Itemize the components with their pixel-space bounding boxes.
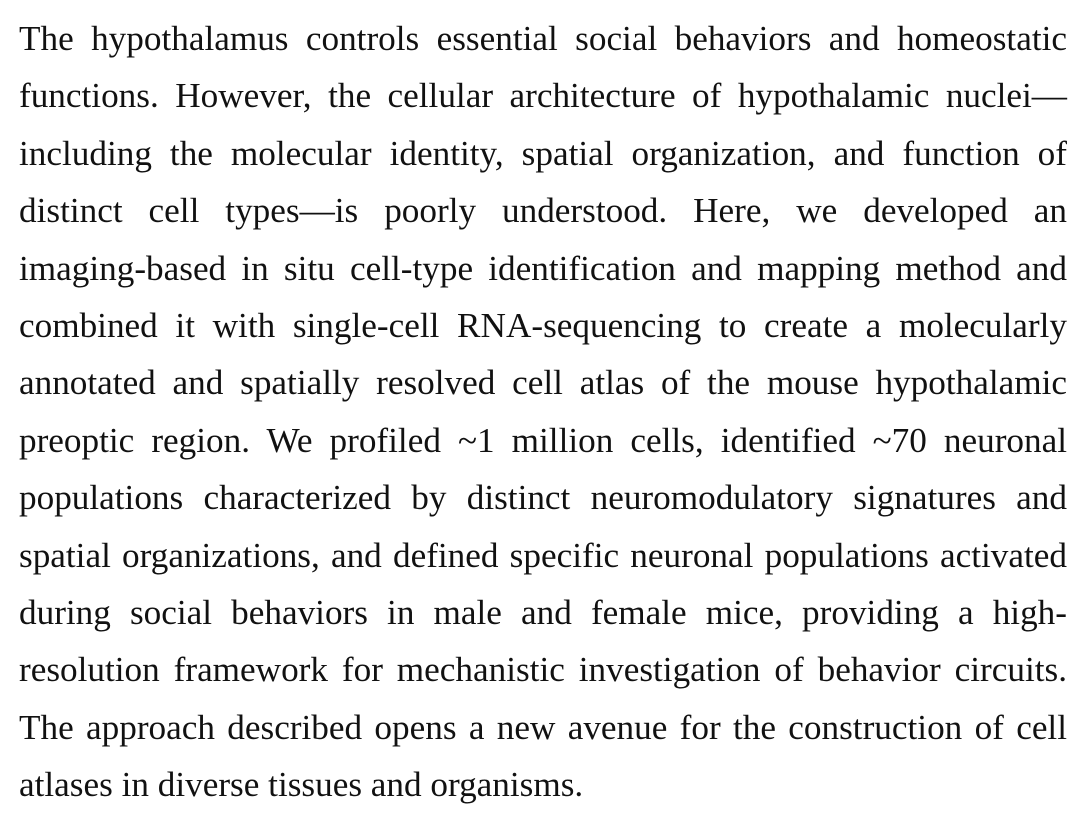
text-line: imaging-based in situ cell-type identification and mapping method and bbox=[19, 248, 1067, 288]
abstract-paragraph bbox=[19, 10, 1067, 814]
text-line: combined it with single-cell RNA-sequencing to create a molecularly bbox=[19, 306, 1067, 346]
text-line: during social behaviors in male and female mice, providing a high- bbox=[19, 593, 1067, 633]
text-line: including the molecular identity, spatial organization, and function of bbox=[19, 133, 1067, 173]
text-line: annotated and spatially resolved cell atlas of the mouse hypothalamic bbox=[19, 363, 1067, 403]
text-line: The hypothalamus controls essential social behaviors and homeostatic bbox=[19, 19, 1067, 58]
text-line: The approach described opens a new avenue for the construction of cell bbox=[19, 707, 1067, 747]
text-line: resolution framework for mechanistic investigation of behavior circuits. bbox=[19, 650, 1067, 690]
text-line: populations characterized by distinct neuromodulatory signatures and bbox=[19, 478, 1067, 518]
text-line: functions. However, the cellular architecture of hypothalamic nuclei— bbox=[19, 76, 1067, 116]
text-line: spatial organizations, and defined specific neuronal populations activated bbox=[19, 535, 1067, 575]
text-line: distinct cell types—is poorly understood. Here, we developed an bbox=[19, 191, 1067, 231]
text-line: preoptic region. We profiled ~1 million cells, identified ~70 neuronal bbox=[19, 420, 1067, 460]
text-line: atlases in diverse tissues and organisms. bbox=[19, 765, 584, 805]
